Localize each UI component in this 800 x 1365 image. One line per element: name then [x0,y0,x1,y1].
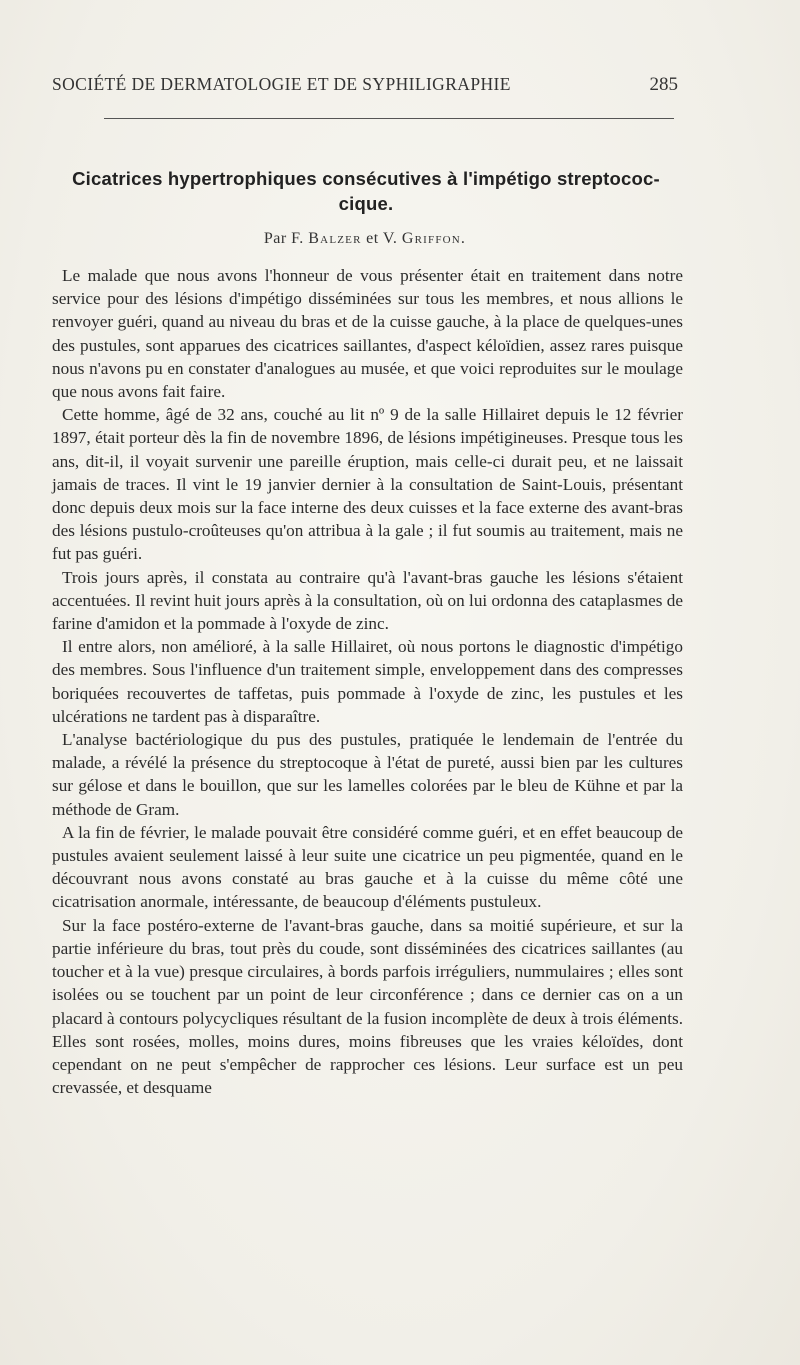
paragraph: Trois jours après, il constata au contraire qu'à l'avant-bras gauche les lésions s'étaient accentuées. Il revint huit jours après à la consultation, où on lui ordonna des cataplasmes de farine d'amidon et la pommade à l'oxyde de zinc. [52,567,683,634]
paragraph: Sur la face postéro-externe de l'avant-bras gauche, dans sa moitié supérieure, et sur la partie inférieure du bras, tout près du coude, sont disséminées des cicatrices saillantes (au toucher et à la vue) presque circulaires, à bords parfois irréguliers, nummulaires ; elles sont isolées ou se touchent par un point de leur circonférence ; dans ce dernier cas on a un placard à contours polycycliques résultant de la fusion incomplète de deux à trois éléments. Elles sont rosées, molles, moins dures, moins fibreuses que les vraies kéloïdes, dont cependant on ne peut s'empêcher de rapprocher ces lésions. Leur surface est un peu crevassée, et desquame [52,915,683,1098]
paragraph: Le malade que nous avons l'honneur de vous présenter était en traitement dans notre service pour des lésions d'impétigo disséminées sur tous les membres, et nous allions le renvoyer guéri, quand au niveau du bras et de la cuisse gauche, à la place de quelques-unes des pustules, sont apparues des cicatrices saillantes, d'aspect kéloïdien, assez rares puisque nous n'avons pu en constater d'analogues au musée, et que voici reproduites sur le moulage que nous avons fait faire. [52,266,683,402]
article-title [52,166,680,216]
running-head [52,74,678,96]
article-body [52,264,683,1099]
running-head-title: SOCIÉTÉ DE DERMATOLOGIE ET DE SYPHILIGRAPHIE [52,74,511,94]
header-rule [104,118,674,119]
author-griffon: Griffon. [401,230,467,247]
article-title-line-1: Cicatrices hypertrophiques consécutives à l'impétigo streptococ- [72,168,660,189]
paragraph: Cette homme, âgé de 32 ans, couché au lit nº 9 de la salle Hillairet depuis le 12 février 1897, était porteur dès la fin de novembre 1896, de lésions impétigineuses. Presque tous les ans, dit-il, il voyait survenir une pareille éruption, mais celle-ci durait peu, et ne laissait jamais de traces. Il vint le 19 janvier dernier à la consultation de Saint-Louis, présentant donc depuis deux mois sur la face interne des deux cuisses et la face externe des avant-bras des lésions pustulo-croûteuses qu'on attribua à la gale ; il fut soumis au traitement, mais ne fut pas guéri. [52,405,683,564]
page-number: 285 [649,74,678,95]
article-title-line-2: cique. [338,193,394,214]
article-authors [52,230,678,248]
paragraph: L'analyse bactériologique du pus des pustules, pratiquée le lendemain de l'entrée du malade, a révélé la présence du streptocoque à l'état de pureté, aussi bien par les cultures sur gélose et dans le bouillon, que sur les lamelles colorées par le bleu de Kühne et par la méthode de Gram. [52,730,683,819]
authors-prefix: Par F. [263,230,304,247]
paragraph: Il entre alors, non amélioré, à la salle Hillairet, où nous portons le diagnostic d'impétigo des membres. Sous l'influence d'un traitement simple, enveloppement dans des compresses boriquées recouvertes de taffetas, puis pommade à l'oxyde de zinc, les pustules et les ulcérations ne tardent pas à disparaître. [52,637,683,726]
author-balzer: Balzer [308,230,362,247]
authors-conjunction: et V. [366,230,398,247]
paragraph: A la fin de février, le malade pouvait être considéré comme guéri, et en effet beaucoup de pustules avaient seulement laissé à leur suite une cicatrice un peu pigmentée, quand en le découvrant nous avons constaté au bras gauche et à la cuisse du même côté une cicatrisation anormale, intéressante, de beaucoup d'éléments pustuleux. [52,822,683,912]
